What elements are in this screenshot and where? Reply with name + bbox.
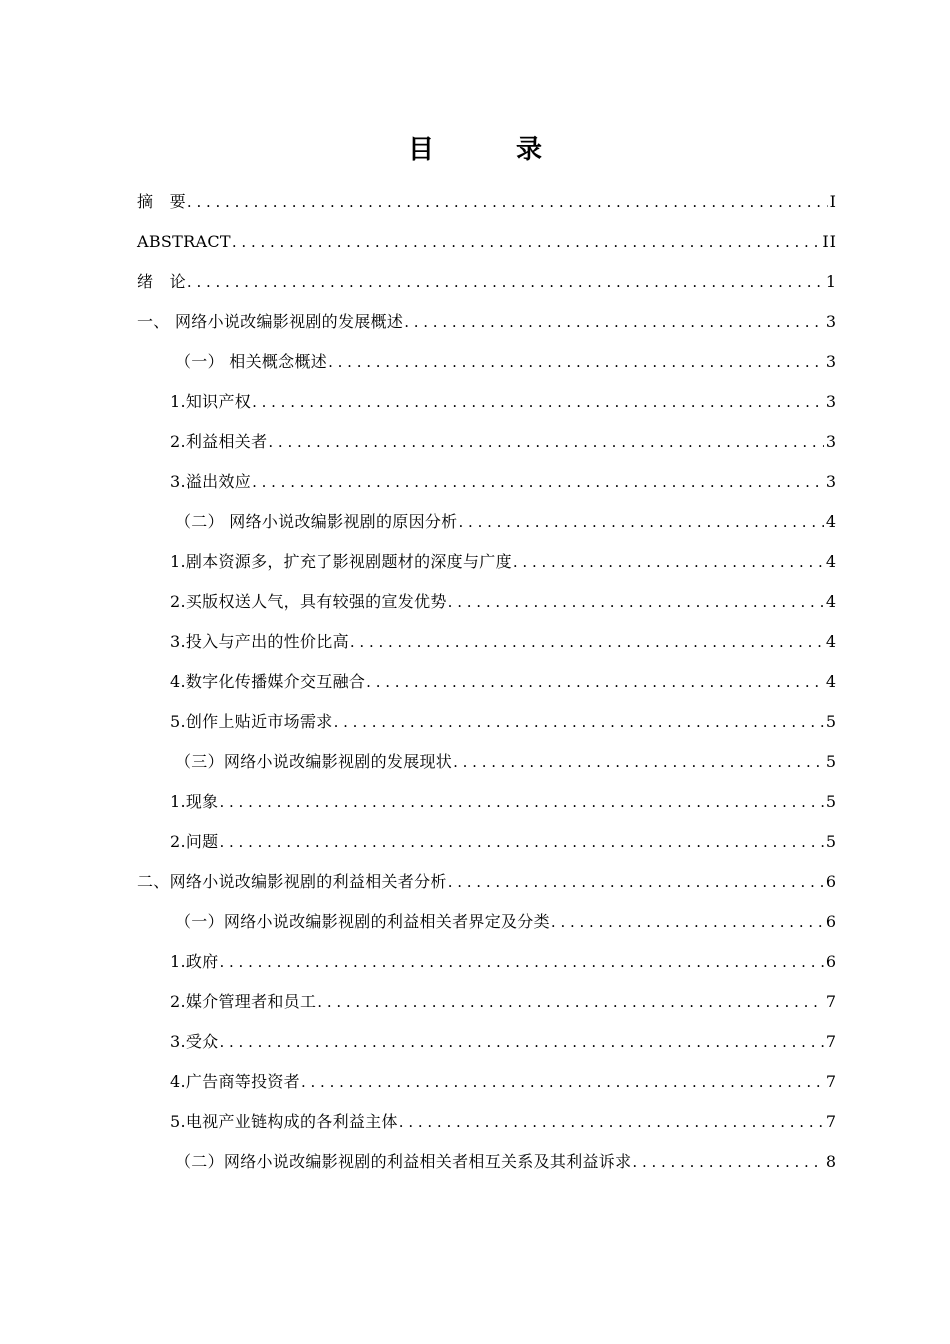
toc-entry-label: 2.问题 [170, 832, 219, 851]
toc-entry-label: （一）网络小说改编影视剧的利益相关者界定及分类 [175, 912, 550, 931]
toc-entry-label: 绪 论 [137, 272, 186, 291]
dot-leader [252, 462, 824, 502]
toc-entry[interactable] [137, 982, 837, 1022]
dot-leader [268, 422, 823, 462]
dot-leader [404, 302, 824, 342]
toc-entry-label: 1.政府 [170, 952, 219, 971]
toc-entry-label: 摘 要 [137, 192, 186, 211]
dot-leader [448, 582, 824, 622]
dot-leader [632, 1142, 823, 1182]
toc-entry[interactable] [137, 1142, 837, 1182]
toc-entry-page-number: 3 [825, 392, 837, 411]
toc-entry-page-number: 4 [825, 632, 837, 651]
toc-entry-page-number: 7 [825, 1112, 837, 1131]
toc-entry[interactable] [137, 262, 837, 302]
toc-entry-page-number: 8 [825, 1152, 837, 1171]
toc-entry[interactable] [137, 222, 837, 262]
toc-entry[interactable] [137, 1062, 837, 1102]
toc-entry[interactable] [137, 662, 837, 702]
toc-entry[interactable] [137, 862, 837, 902]
toc-entry-page-number: I [829, 192, 837, 211]
toc-entry-page-number: 6 [825, 912, 837, 931]
toc-entry-label: ABSTRACT [137, 232, 231, 251]
toc-entry[interactable] [137, 542, 837, 582]
toc-entry-label: 1.剧本资源多，扩充了影视剧题材的深度与广度 [170, 552, 512, 571]
toc-entry-label: 4.数字化传播媒介交互融合 [170, 672, 366, 691]
toc-entry-page-number: 5 [825, 752, 837, 771]
dot-leader [232, 222, 820, 262]
toc-entry[interactable] [137, 822, 837, 862]
toc-entry[interactable] [137, 582, 837, 622]
dot-leader [513, 542, 824, 582]
dot-leader [187, 262, 824, 302]
toc-entry[interactable] [137, 1022, 837, 1062]
toc-entry-label: （二） 网络小说改编影视剧的原因分析 [175, 512, 458, 531]
toc-entry-label: 2.利益相关者 [170, 432, 268, 451]
toc-entry-label: 5.创作上贴近市场需求 [170, 712, 333, 731]
dot-leader [187, 182, 828, 222]
toc-entry-page-number: 3 [825, 472, 837, 491]
toc-title: 目 录 [407, 135, 570, 165]
toc-entry-page-number: 4 [825, 592, 837, 611]
toc-entry[interactable] [137, 622, 837, 662]
toc-entry-label: 1.知识产权 [170, 392, 252, 411]
toc-entry[interactable] [137, 182, 837, 222]
dot-leader [366, 662, 824, 702]
toc-entry-label: 1.现象 [170, 792, 219, 811]
dot-leader [219, 942, 823, 982]
toc-entry-label: 2.买版权送人气，具有较强的宣发优势 [170, 592, 447, 611]
toc-entry[interactable] [137, 742, 837, 782]
dot-leader [301, 1062, 824, 1102]
toc-entry[interactable] [137, 702, 837, 742]
toc-entry-page-number: 4 [825, 512, 837, 531]
toc-entry-page-number: 4 [825, 672, 837, 691]
dot-leader [453, 742, 824, 782]
toc-entry[interactable] [137, 382, 837, 422]
dot-leader [459, 502, 824, 542]
toc-entry-page-number: 1 [825, 272, 837, 291]
toc-entry[interactable] [137, 342, 837, 382]
toc-entry[interactable] [137, 462, 837, 502]
toc-entry[interactable] [137, 782, 837, 822]
toc-entry-page-number: 5 [825, 792, 837, 811]
toc-entry-label: （二）网络小说改编影视剧的利益相关者相互关系及其利益诉求 [175, 1152, 632, 1171]
toc-entry-label: 3.受众 [170, 1032, 219, 1051]
dot-leader [399, 1102, 824, 1142]
toc-entry-page-number: 6 [825, 872, 837, 891]
dot-leader [317, 982, 824, 1022]
toc-entry-label: （三）网络小说改编影视剧的发展现状 [175, 752, 453, 771]
toc-entry-page-number: 3 [825, 352, 837, 371]
dot-leader [252, 382, 824, 422]
toc-entry-page-number: II [822, 232, 837, 251]
toc-entry-label: 5.电视产业链构成的各利益主体 [170, 1112, 398, 1131]
toc-entry-page-number: 4 [825, 552, 837, 571]
toc-entry[interactable] [137, 422, 837, 462]
dot-leader [219, 1022, 823, 1062]
dot-leader [551, 902, 824, 942]
dot-leader [350, 622, 824, 662]
toc-entry-page-number: 3 [825, 312, 837, 331]
toc-entry-page-number: 6 [825, 952, 837, 971]
toc-entry-page-number: 7 [825, 1072, 837, 1091]
toc-entry-label: （一） 相关概念概述 [175, 352, 328, 371]
toc-entry-label: 二、网络小说改编影视剧的利益相关者分析 [137, 872, 447, 891]
toc-entry[interactable] [137, 902, 837, 942]
dot-leader [334, 702, 824, 742]
toc-entry-label: 2.媒介管理者和员工 [170, 992, 317, 1011]
toc-entry-label: 3.溢出效应 [170, 472, 252, 491]
dot-leader [448, 862, 824, 902]
dot-leader [328, 342, 824, 382]
toc-entry-page-number: 7 [825, 1032, 837, 1051]
dot-leader [219, 822, 823, 862]
toc-entry-page-number: 3 [825, 432, 837, 451]
toc-entry[interactable] [137, 302, 837, 342]
toc-entry-label: 一、 网络小说改编影视剧的发展概述 [137, 312, 404, 331]
toc-entry[interactable] [137, 502, 837, 542]
toc-entry-label: 4.广告商等投资者 [170, 1072, 300, 1091]
toc-entry-page-number: 5 [825, 832, 837, 851]
toc-list [137, 182, 837, 1182]
toc-entry[interactable] [137, 1102, 837, 1142]
dot-leader [219, 782, 823, 822]
toc-entry[interactable] [137, 942, 837, 982]
toc-entry-page-number: 7 [825, 992, 837, 1011]
toc-entry-label: 3.投入与产出的性价比高 [170, 632, 349, 651]
toc-entry-page-number: 5 [825, 712, 837, 731]
